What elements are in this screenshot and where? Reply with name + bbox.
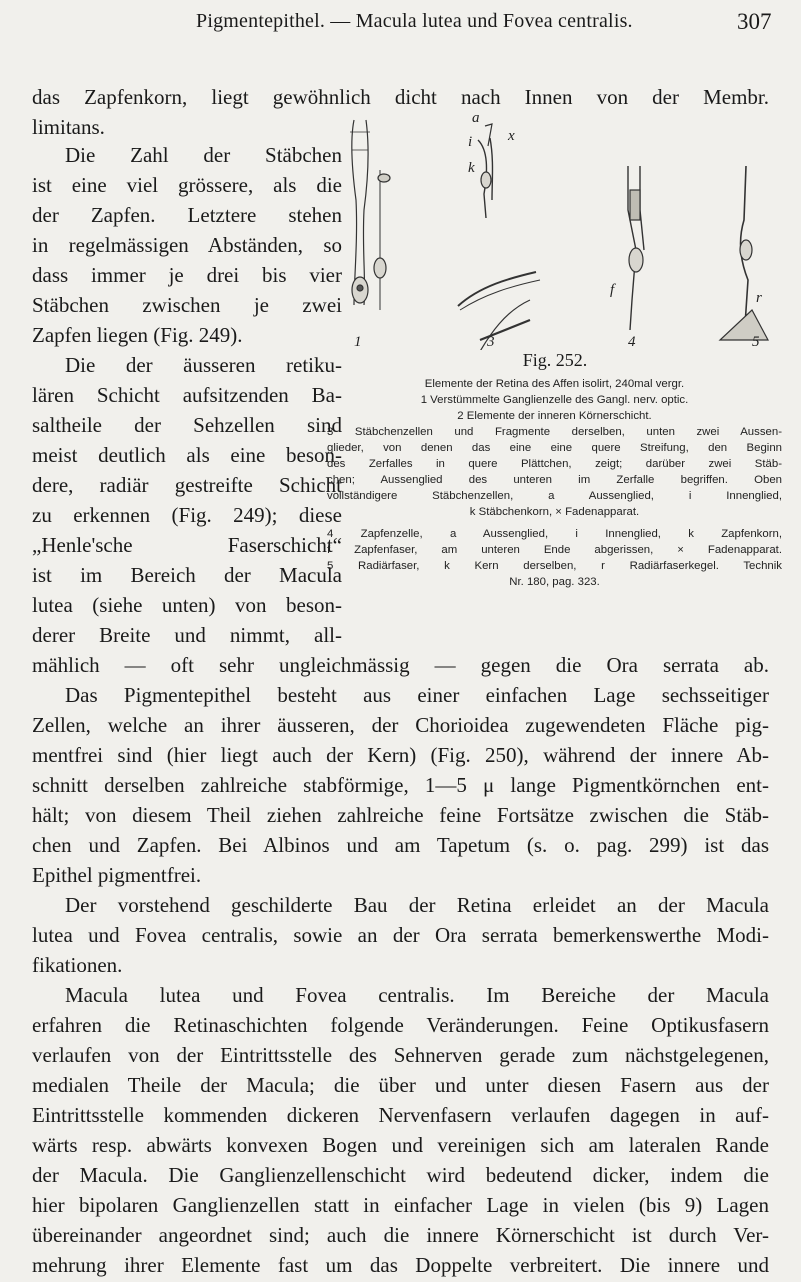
figure-number-label: 4	[628, 334, 636, 350]
figure-caption-line: 2 Elemente der inneren Körnerschicht.	[457, 410, 652, 422]
running-head	[0, 8, 801, 38]
intro-line: limitans.	[32, 115, 105, 139]
body-line: mählich — oft sehr ungleichmässig — gegen die Ora serrata ab.	[32, 653, 769, 677]
figure-letter-label: x	[508, 128, 515, 144]
figure-letter-label: f	[610, 282, 615, 298]
column-line: dere, radiär gestreifte Schicht	[32, 473, 342, 497]
body-line: medialen Theile der Macula; die über und unter diesen Fasern aus der	[32, 1073, 769, 1097]
body-line: Zellen, welche an ihrer äusseren, der Chorioidea zugewendeten Fläche pig-	[32, 713, 769, 737]
column-line: saltheile der Sehzellen sind	[32, 413, 342, 437]
body-line: chen und Zapfen. Bei Albinos und am Tapetum (s. o. pag. 299) ist das	[32, 833, 769, 857]
column-line: lutea (siehe unten) von beson-	[32, 593, 342, 617]
figure-caption-line: k Stäbchenkorn, × Fadenapparat.	[469, 506, 640, 518]
column-line: Die Zahl der Stäbchen	[65, 143, 342, 167]
body-line: fikationen.	[32, 953, 123, 977]
body-line: mentfrei sind (hier liegt auch der Kern) (Fig. 250), während der innere Ab-	[32, 743, 769, 767]
body-line: hier bipolaren Ganglienzellen statt in einfacher Lage in vielen (bis 9) Lagen	[32, 1193, 769, 1217]
column-line: „Henle'sche Faserschicht“	[32, 533, 342, 557]
figure-caption-line: Elemente der Retina des Affen isolirt, 240mal vergr.	[424, 378, 685, 390]
body-line: Epithel pigmentfrei.	[32, 863, 202, 887]
figure-caption-line: vollständigere Stäbchenzellen, a Aussenglied, i Innenglied,	[327, 490, 782, 502]
figure-letter-label: k	[468, 160, 475, 176]
body-line: Der vorstehend geschilderte Bau der Retina erleidet an der Macula	[65, 893, 769, 917]
figure-caption-line: glieder, von denen das eine eine quere Streifung, den Beginn	[327, 442, 782, 454]
figure-caption-line: chen; Aussenglied des unteren im Zerfalle begriffen. Oben	[327, 474, 782, 486]
column-line: dass immer je drei bis vier	[32, 263, 342, 287]
page-number: 307	[737, 9, 772, 34]
body-line: hält; von diesem Theil ziehen zahlreiche feine Fortsätze zwischen die Stäb-	[32, 803, 769, 827]
column-line: der Zapfen. Letztere stehen	[32, 203, 342, 227]
body-line: mehrung ihrer Elemente fast um das Doppelte verbreitert. Die innere und	[32, 1253, 769, 1277]
body-line: schnitt derselben zahlreiche stabförmige, 1—5 μ lange Pigmentkörnchen ent-	[32, 773, 769, 797]
figure-letter-label: a	[472, 110, 480, 126]
section-heading-line: Macula lutea und Fovea centralis. Im Bereiche der Macula	[65, 983, 769, 1007]
running-title: Pigmentepithel. — Macula lutea und Fovea centralis.	[196, 10, 633, 32]
intro-line: das Zapfenkorn, liegt gewöhnlich dicht nach Innen von der Membr.	[32, 85, 769, 109]
body-line: übereinander angeordnet sind; auch die innere Körnerschicht ist durch Ver-	[32, 1223, 769, 1247]
figure-number-label: 5	[752, 334, 760, 350]
body-line: lutea und Fovea centralis, sowie an der Ora serrata bemerkenswerthe Modi-	[32, 923, 769, 947]
figure-letter-label: i	[468, 134, 473, 150]
figure-caption-line: 5 Radiärfaser, k Kern derselben, r Radiärfaserkegel. Technik	[327, 560, 782, 572]
body-line: erfahren die Retinaschichten folgende Veränderungen. Feine Optikusfasern	[32, 1013, 769, 1037]
figure-caption-line: Nr. 180, pag. 323.	[509, 576, 600, 588]
column-line: in regelmässigen Abständen, so	[32, 233, 342, 257]
figure-title: Fig. 252.	[522, 350, 588, 370]
body-line: verlaufen von der Eintrittsstelle des Sehnerven gerade zum nächstgelegenen,	[32, 1043, 769, 1067]
column-line: meist deutlich als eine beson-	[32, 443, 342, 467]
column-line: ist im Bereich der Macula	[32, 563, 342, 587]
figure-caption-line: f Zapfenfaser, am unteren Ende abgerissen, × Fadenapparat.	[327, 544, 782, 556]
column-line: Zapfen liegen (Fig. 249).	[32, 323, 243, 347]
body-line: wärts resp. abwärts konvexen Bogen und vereinigen sich am lateralen Rande	[32, 1133, 769, 1157]
column-line: derer Breite und nimmt, all-	[32, 623, 342, 647]
column-line: Stäbchen zwischen je zwei	[32, 293, 342, 317]
column-line: zu erkennen (Fig. 249); diese	[32, 503, 342, 527]
figure-letter-label: r	[756, 290, 762, 306]
figure-caption-line: 3 Stäbchenzellen und Fragmente derselben, unten zwei Aussen-	[327, 426, 782, 438]
figure-number-label: 3	[487, 334, 495, 350]
column-line: lären Schicht aufsitzenden Ba-	[32, 383, 342, 407]
figure-caption-line: 1 Verstümmelte Ganglienzelle des Gangl. nerv. optic.	[420, 394, 689, 406]
figure-caption-line: des Zerfalles in quere Plättchen, zeigt; darüber zwei Stäb-	[327, 458, 782, 470]
retina-elements-drawing	[340, 110, 772, 350]
body-line: Das Pigmentepithel besteht aus einer einfachen Lage sechsseitiger	[65, 683, 769, 707]
column-line: ist eine viel grössere, als die	[32, 173, 342, 197]
body-line: der Macula. Die Ganglienzellenschicht wird bedeutend dicker, indem die	[32, 1163, 769, 1187]
column-line: Die der äusseren retiku-	[65, 353, 342, 377]
figure-caption-line: 4 Zapfenzelle, a Aussenglied, i Innenglied, k Zapfenkorn,	[327, 528, 782, 540]
body-line: Eintrittsstelle kommenden dickeren Nervenfasern verlaufen dagegen in auf-	[32, 1103, 769, 1127]
figure-252-illustration	[340, 110, 772, 350]
figure-number-label: 1	[354, 334, 362, 350]
